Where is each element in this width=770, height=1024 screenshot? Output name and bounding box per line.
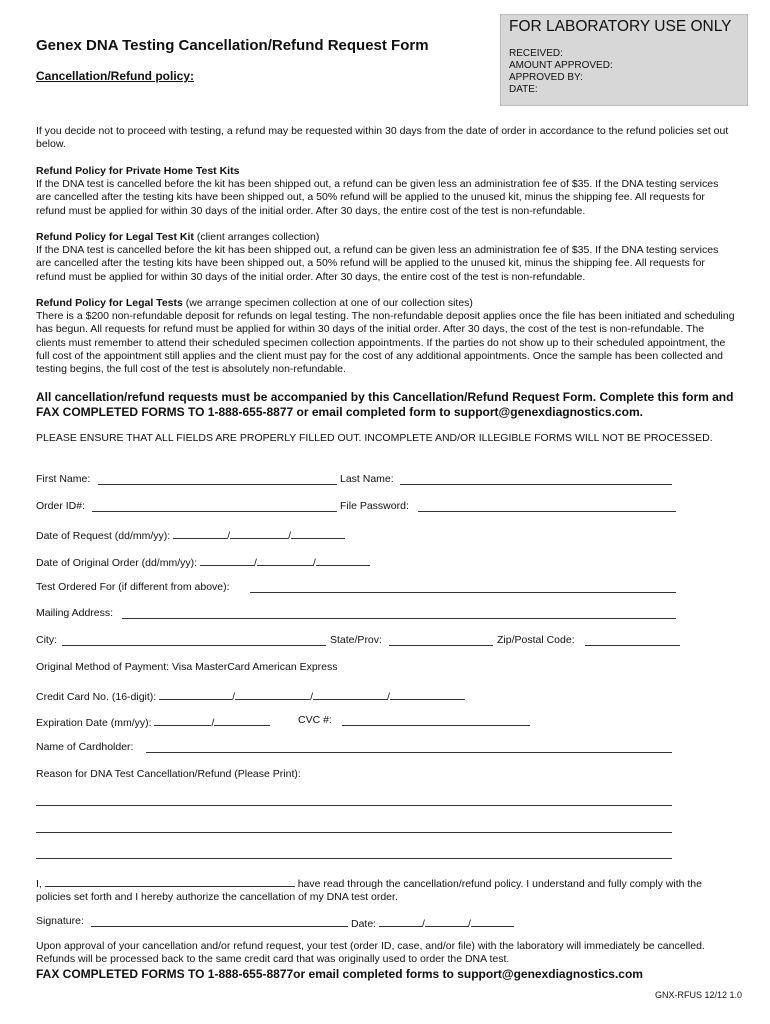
signature-date-label: Date:: [351, 918, 377, 930]
fax-footer: FAX COMPLETED FORMS TO 1-888-655-8877or email completed forms to support@genexdiagnostics.com: [36, 967, 643, 981]
policy-heading-legal-kit: Refund Policy for Legal Test Kit: [36, 231, 194, 243]
policy-note-legal-kit: (client arranges collection): [193, 231, 320, 243]
original-month-field[interactable]: [257, 553, 313, 566]
policy-heading-legal-tests: Refund Policy for Legal Tests: [36, 297, 183, 309]
ensure-text: PLEASE ENSURE THAT ALL FIELDS ARE PROPERLY FILLED OUT. INCOMPLETE AND/OR ILLEGIBLE FORMS WILL NOT BE PROCESSED.: [36, 432, 713, 444]
payment-method: Original Method of Payment: Visa MasterCard American Express: [36, 661, 338, 673]
acknowledge-paragraph: [36, 874, 726, 904]
date-separator: /: [253, 557, 257, 569]
last-name-label: Last Name:: [340, 473, 394, 485]
sig-date-separator: /: [422, 918, 425, 930]
cardholder-label: Name of Cardholder:: [36, 741, 134, 753]
city-field[interactable]: [62, 645, 326, 646]
acknowledge-name-field[interactable]: [45, 874, 295, 887]
form-code: GNX-RFUS 12/12 1.0: [654, 990, 742, 1000]
credit-card-row: [36, 687, 465, 703]
exp-month-field[interactable]: [154, 713, 211, 726]
lab-date: DATE:: [509, 84, 538, 95]
reason-label: Reason for DNA Test Cancellation/Refund (Please Print):: [36, 768, 301, 780]
notice-bold: All cancellation/refund requests must be accompanied by this Cancellation/Refund Request Form. Complete this form and FAX COMPLETED FORMS TO 1-888-655-8877 or email completed form to support@genexdiagnostics.com.: [36, 390, 734, 419]
order-id-field[interactable]: [92, 511, 337, 512]
policy-text-private: If the DNA test is cancelled before the kit has been shipped out, a refund can be given less an administration fee of $35. If the DNA testing services are cancelled after the testing kits have been shipped out, a 50% refund will be applied to the unused kit, minus the shipping fee. All requests for refund must be applied for within 30 days of the initial order. After 30 days, the entire cost of the test is non-refundable.: [36, 178, 719, 217]
approval-paragraph: Upon approval of your cancellation and/or refund request, your test (order ID, case, and/or file) with the laboratory will immediately be cancelled. Refunds will be processed back to the same credit card that was originally used to order the DNA test.: [36, 940, 705, 966]
first-name-field[interactable]: [98, 484, 337, 485]
policy-heading-private: Refund Policy for Private Home Test Kits: [36, 165, 240, 177]
mailing-address-label: Mailing Address:: [36, 607, 114, 619]
policy-private-home: [36, 165, 736, 218]
date-separator: /: [288, 530, 291, 542]
test-ordered-for-field[interactable]: [250, 592, 676, 593]
lab-box-title: FOR LABORATORY USE ONLY: [509, 18, 732, 35]
cvc-label: CVC #:: [298, 714, 332, 726]
lab-approved-by: APPROVED BY:: [509, 72, 583, 83]
date-separator: /: [227, 530, 231, 542]
request-month-field[interactable]: [230, 526, 288, 539]
policy-legal-tests: [36, 297, 736, 376]
exp-separator: /: [211, 717, 215, 729]
cc-group-2-field[interactable]: [235, 687, 310, 700]
city-label: City:: [36, 634, 57, 646]
reason-line-3[interactable]: [36, 858, 672, 859]
policy-heading: Cancellation/Refund policy:: [36, 69, 195, 83]
cardholder-field[interactable]: [146, 752, 672, 753]
zip-label: Zip/Postal Code:: [497, 634, 575, 646]
cc-group-4-field[interactable]: [390, 687, 465, 700]
date-of-request-label: Date of Request (dd/mm/yy):: [36, 530, 171, 542]
acknowledge-prefix: I,: [36, 878, 42, 890]
sig-date-separator: /: [467, 918, 471, 930]
file-password-label: File Password:: [340, 500, 409, 512]
policy-text-legal-tests: There is a $200 non-refundable deposit for refunds on legal testing. The non-refundable deposit applies once the file has been initiated and scheduling has begun. All requests for refund must be applied for within 30 days of the initial order. After 30 days, the cost of the test is non-refundable. The clients must remember to attend their scheduled specimen collection appointments. If the parties do not show up to their scheduled appointment, the full cost of the appointment still applies and the client must pay for the cost of any additional appointments. Once the sample has been collected and testing begins, the full cost of the test is absolutely non-refundable.: [36, 310, 735, 376]
sig-year-field[interactable]: [471, 914, 514, 927]
date-original-order-row: [36, 553, 370, 569]
last-name-field[interactable]: [400, 484, 672, 485]
cvc-field[interactable]: [342, 725, 530, 726]
first-name-label: First Name:: [36, 473, 91, 485]
cc-group-3-field[interactable]: [313, 687, 387, 700]
intro-paragraph: If you decide not to proceed with testing, a refund may be requested within 30 days from the date of order in accordance to the refund policies set out below.: [36, 125, 729, 151]
reason-line-2[interactable]: [36, 832, 672, 833]
expiration-label: Expiration Date (mm/yy):: [36, 717, 152, 729]
lab-use-box: [500, 14, 748, 106]
request-year-field[interactable]: [291, 526, 345, 539]
date-of-request-row: [36, 526, 345, 542]
state-label: State/Prov:: [330, 634, 382, 646]
lab-amount-approved: AMOUNT APPROVED:: [509, 60, 613, 71]
acknowledge-text: have read through the cancellation/refund policy. I understand and fully comply with the policies set forth and I hereby authorize the cancellation of my DNA test order.: [36, 878, 702, 904]
original-year-field[interactable]: [316, 553, 370, 566]
sig-month-field[interactable]: [425, 914, 468, 927]
exp-year-field[interactable]: [214, 713, 270, 726]
cc-separator: /: [310, 691, 313, 703]
signature-date-row: [351, 914, 514, 930]
order-id-label: Order ID#:: [36, 500, 86, 512]
reason-line-1[interactable]: [36, 805, 672, 806]
mailing-address-field[interactable]: [122, 618, 676, 619]
policy-legal-kit: [36, 231, 736, 284]
zip-field[interactable]: [585, 645, 680, 646]
cc-separator: /: [232, 691, 236, 703]
file-password-field[interactable]: [418, 511, 676, 512]
sig-day-field[interactable]: [379, 914, 422, 927]
date-original-order-label: Date of Original Order (dd/mm/yy):: [36, 557, 198, 569]
request-day-field[interactable]: [173, 526, 227, 539]
date-separator: /: [312, 557, 316, 569]
test-ordered-for-label: Test Ordered For (if different from above):: [36, 581, 230, 593]
signature-label: Signature:: [36, 915, 84, 927]
policy-text-legal-kit: If the DNA test is cancelled before the kit has been shipped out, a refund can be given less an administration fee of $35. If the DNA testing services are cancelled after the testing kits have been shipped out, a 50% refund will be applied to the unused kit, minus the shipping fee. All requests for refund must be applied for within 30 days of the initial order. After 30 days, the entire cost of the test is non-refundable.: [36, 244, 719, 283]
policy-note-legal-tests: (we arrange specimen collection at one of our collection sites): [182, 297, 473, 309]
expiration-row: [36, 713, 270, 729]
state-field[interactable]: [389, 645, 493, 646]
cc-separator: /: [386, 691, 390, 703]
signature-field[interactable]: [91, 926, 348, 927]
form-title: Genex DNA Testing Cancellation/Refund Request Form: [36, 37, 429, 54]
cc-group-1-field[interactable]: [159, 687, 232, 700]
original-day-field[interactable]: [200, 553, 254, 566]
lab-received: RECEIVED:: [509, 48, 563, 59]
credit-card-label: Credit Card No. (16-digit):: [36, 691, 157, 703]
